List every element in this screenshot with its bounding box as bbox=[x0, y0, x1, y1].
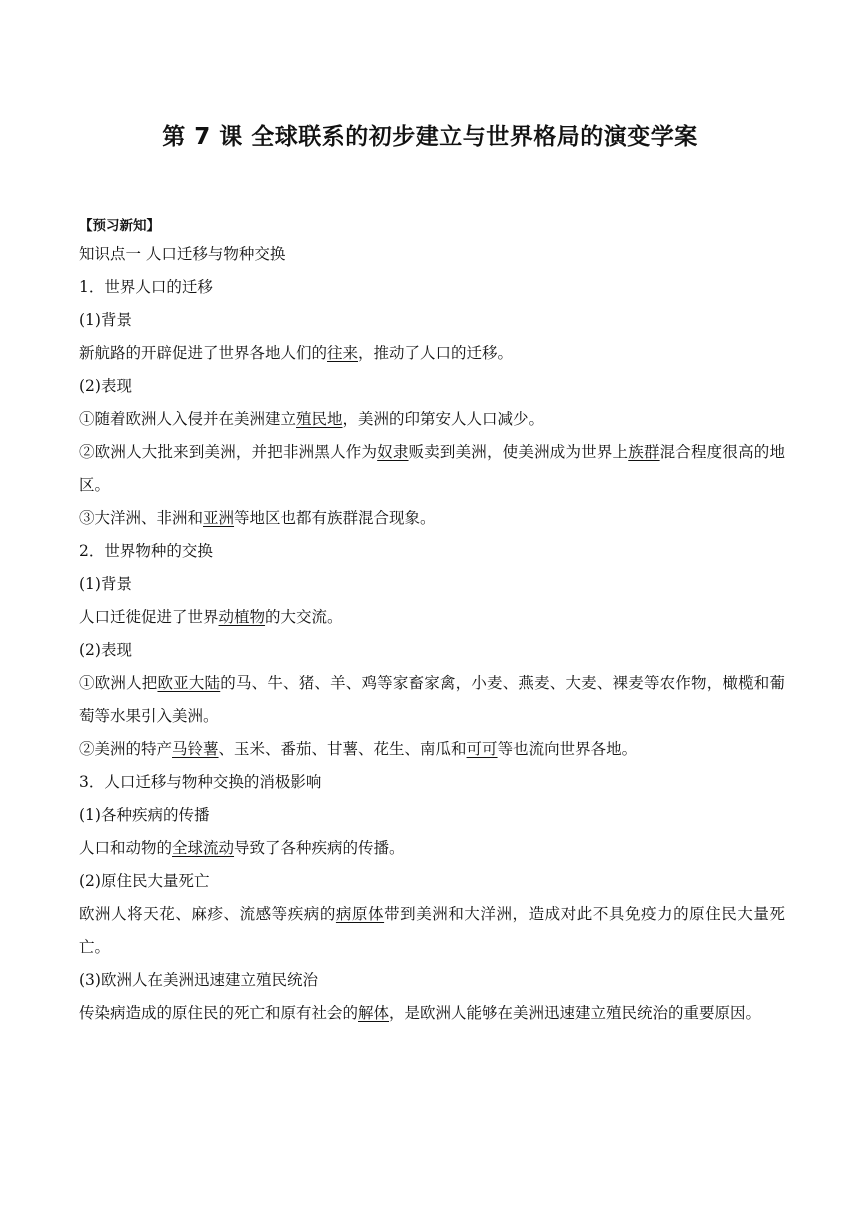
text-line bbox=[79, 601, 785, 634]
section-heading: 【预习新知】 bbox=[79, 218, 160, 234]
text-line bbox=[79, 568, 785, 601]
text-run: (2)表现 bbox=[79, 641, 132, 659]
text-run: 、玉米、番茄、甘薯、花生、南瓜和 bbox=[218, 740, 467, 758]
underlined-term: 马铃薯 bbox=[172, 740, 219, 758]
text-run: 带到美洲和大洋洲，造成对此不具免疫力的原住民大量死亡。 bbox=[79, 905, 785, 956]
text-run: ，推动了人口的迁移。 bbox=[358, 344, 514, 362]
text-run: (1)背景 bbox=[79, 311, 132, 329]
text-line bbox=[79, 370, 785, 403]
text-line bbox=[79, 832, 785, 865]
text-run: 等也流向世界各地。 bbox=[497, 740, 638, 758]
underlined-term: 全球流动 bbox=[172, 839, 235, 857]
underlined-term: 可可 bbox=[466, 740, 498, 758]
text-run: 混合程度很高的地区。 bbox=[79, 443, 785, 494]
text-run: (2)原住民大量死亡 bbox=[79, 872, 210, 890]
paragraph-list bbox=[79, 238, 785, 1030]
document-body bbox=[79, 214, 785, 1030]
text-line bbox=[79, 865, 785, 898]
text-run: ③大洋洲、非洲和 bbox=[79, 509, 204, 527]
text-line bbox=[79, 667, 785, 733]
text-run: 传染病造成的原住民的死亡和原有社会的 bbox=[79, 1004, 359, 1022]
text-run: 欧洲人将天花、麻疹、流感等疾病的 bbox=[79, 905, 336, 923]
text-run: 导致了各种疾病的传播。 bbox=[234, 839, 405, 857]
text-run: (3)欧洲人在美洲迅速建立殖民统治 bbox=[79, 971, 318, 989]
text-run: 人口和动物的 bbox=[79, 839, 173, 857]
text-run: 新航路的开辟促进了世界各地人们的 bbox=[79, 344, 328, 362]
text-line bbox=[79, 964, 785, 997]
text-line bbox=[79, 634, 785, 667]
text-run: 的大交流。 bbox=[265, 608, 343, 626]
text-line bbox=[79, 898, 785, 964]
text-line bbox=[79, 403, 785, 436]
text-line bbox=[79, 799, 785, 832]
text-run: ①欧洲人把 bbox=[79, 674, 158, 692]
text-run: 知识点一 人口迁移与物种交换 bbox=[79, 245, 286, 263]
underlined-term: 殖民地 bbox=[296, 410, 343, 428]
underlined-term: 族群 bbox=[628, 443, 660, 461]
text-run: 2．世界物种的交换 bbox=[79, 542, 213, 560]
page-title: 第 7 课 全球联系的初步建立与世界格局的演变学案 bbox=[162, 124, 698, 150]
text-line bbox=[79, 238, 785, 271]
text-run: 贩卖到美洲，使美洲成为世界上 bbox=[408, 443, 629, 461]
text-run: 3．人口迁移与物种交换的消极影响 bbox=[79, 773, 322, 791]
text-line bbox=[79, 271, 785, 304]
text-line bbox=[79, 502, 785, 535]
text-line bbox=[79, 766, 785, 799]
text-run: ②欧洲人大批来到美洲，并把非洲黑人作为 bbox=[79, 443, 378, 461]
text-run: ①随着欧洲人入侵并在美洲建立 bbox=[79, 410, 297, 428]
text-run: ②美洲的特产 bbox=[79, 740, 173, 758]
text-run: 人口迁徙促进了世界 bbox=[79, 608, 219, 626]
text-run: 1．世界人口的迁移 bbox=[79, 278, 213, 296]
text-line bbox=[79, 535, 785, 568]
text-line bbox=[79, 733, 785, 766]
text-run: (1)各种疾病的传播 bbox=[79, 806, 210, 824]
text-run: (1)背景 bbox=[79, 575, 132, 593]
underlined-term: 欧亚大陆 bbox=[157, 674, 221, 692]
underlined-term: 动植物 bbox=[218, 608, 266, 626]
underlined-term: 往来 bbox=[327, 344, 359, 362]
text-run: (2)表现 bbox=[79, 377, 132, 395]
text-line bbox=[79, 997, 785, 1030]
text-line bbox=[79, 304, 785, 337]
text-run: ，美洲的印第安人人口减少。 bbox=[342, 410, 545, 428]
text-run: 等地区也都有族群混合现象。 bbox=[234, 509, 436, 527]
text-run: 的马、牛、猪、羊、鸡等家畜家禽，小麦、燕麦、大麦、裸麦等农作物，橄榄和葡萄等水果引入美洲。 bbox=[79, 674, 785, 725]
underlined-term: 奴隶 bbox=[377, 443, 409, 461]
underlined-term: 病原体 bbox=[335, 905, 385, 923]
underlined-term: 解体 bbox=[358, 1004, 390, 1022]
underlined-term: 亚洲 bbox=[203, 509, 235, 527]
text-run: ，是欧洲人能够在美洲迅速建立殖民统治的重要原因。 bbox=[389, 1004, 762, 1022]
text-line bbox=[79, 337, 785, 370]
text-line bbox=[79, 436, 785, 502]
